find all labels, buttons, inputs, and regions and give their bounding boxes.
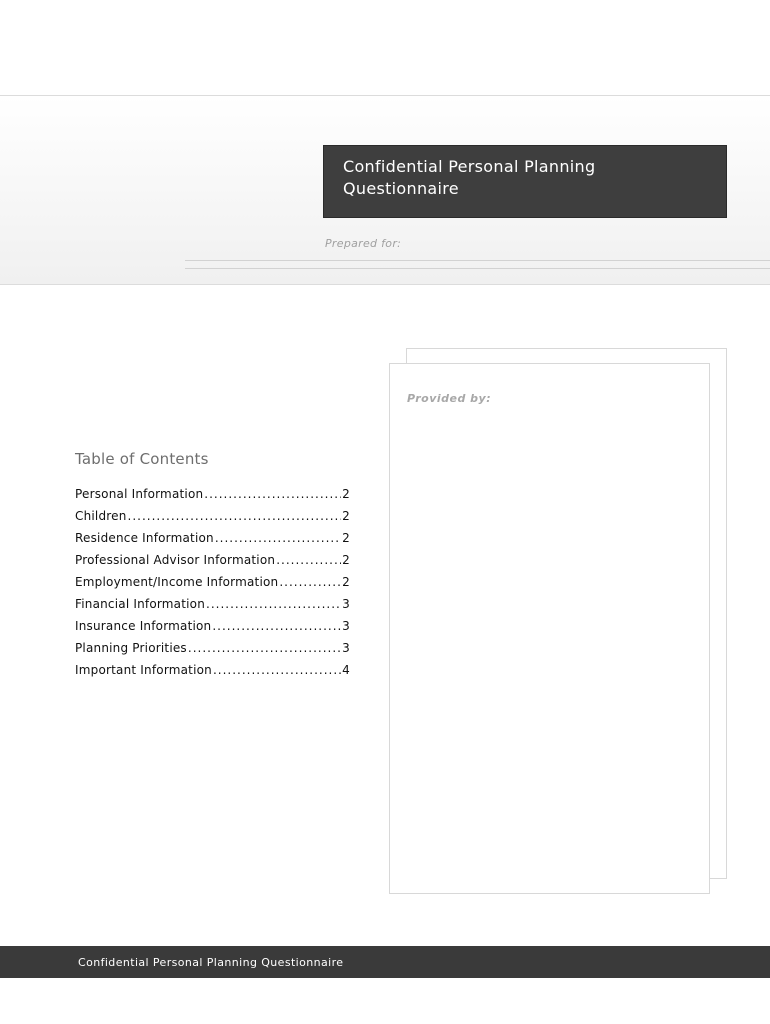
toc-leader-dots bbox=[213, 663, 341, 677]
toc-item[interactable] bbox=[75, 641, 350, 663]
toc-item-label: Children bbox=[75, 509, 127, 523]
toc-item-label: Important Information bbox=[75, 663, 212, 677]
header-divider-bottom bbox=[185, 268, 770, 269]
toc-leader-dots bbox=[215, 531, 341, 545]
toc-item[interactable] bbox=[75, 553, 350, 575]
toc-leader-dots bbox=[279, 575, 341, 589]
toc-item[interactable] bbox=[75, 487, 350, 509]
toc-item-page: 3 bbox=[342, 641, 350, 655]
provider-card bbox=[389, 363, 710, 894]
toc-item[interactable] bbox=[75, 597, 350, 619]
document-title: Confidential Personal Planning Questionnaire bbox=[323, 145, 727, 218]
toc-leader-dots bbox=[188, 641, 341, 655]
toc-item-page: 2 bbox=[342, 553, 350, 567]
toc-item[interactable] bbox=[75, 509, 350, 531]
toc-item-label: Insurance Information bbox=[75, 619, 212, 633]
prepared-for-label: Prepared for: bbox=[325, 237, 402, 250]
toc-item[interactable] bbox=[75, 663, 350, 685]
toc-item-label: Professional Advisor Information bbox=[75, 553, 276, 567]
toc-leader-dots bbox=[212, 619, 341, 633]
toc-item-page: 2 bbox=[342, 487, 350, 501]
toc-item-page: 2 bbox=[342, 509, 350, 523]
toc-leader-dots bbox=[204, 487, 341, 501]
toc-leader-dots bbox=[276, 553, 341, 567]
toc-item[interactable] bbox=[75, 531, 350, 553]
toc-item-page: 3 bbox=[342, 597, 350, 611]
toc-item[interactable] bbox=[75, 575, 350, 597]
toc-item-page: 2 bbox=[342, 575, 350, 589]
footer-title: Confidential Personal Planning Questionnaire bbox=[78, 956, 344, 969]
toc-item-page: 4 bbox=[342, 663, 350, 677]
toc-item-label: Residence Information bbox=[75, 531, 214, 545]
toc-list bbox=[75, 487, 350, 685]
toc-item[interactable] bbox=[75, 619, 350, 641]
toc-item-label: Personal Information bbox=[75, 487, 204, 501]
toc-item-label: Employment/Income Information bbox=[75, 575, 279, 589]
header-divider-top bbox=[185, 260, 770, 261]
toc-item-page: 2 bbox=[342, 531, 350, 545]
toc-title: Table of Contents bbox=[75, 450, 209, 468]
toc-leader-dots bbox=[206, 597, 341, 611]
footer-bar bbox=[0, 946, 770, 978]
toc-item-label: Financial Information bbox=[75, 597, 206, 611]
provided-by-label: Provided by: bbox=[407, 392, 492, 405]
toc-item-page: 3 bbox=[342, 619, 350, 633]
toc-item-label: Planning Priorities bbox=[75, 641, 187, 655]
toc-leader-dots bbox=[128, 509, 342, 523]
